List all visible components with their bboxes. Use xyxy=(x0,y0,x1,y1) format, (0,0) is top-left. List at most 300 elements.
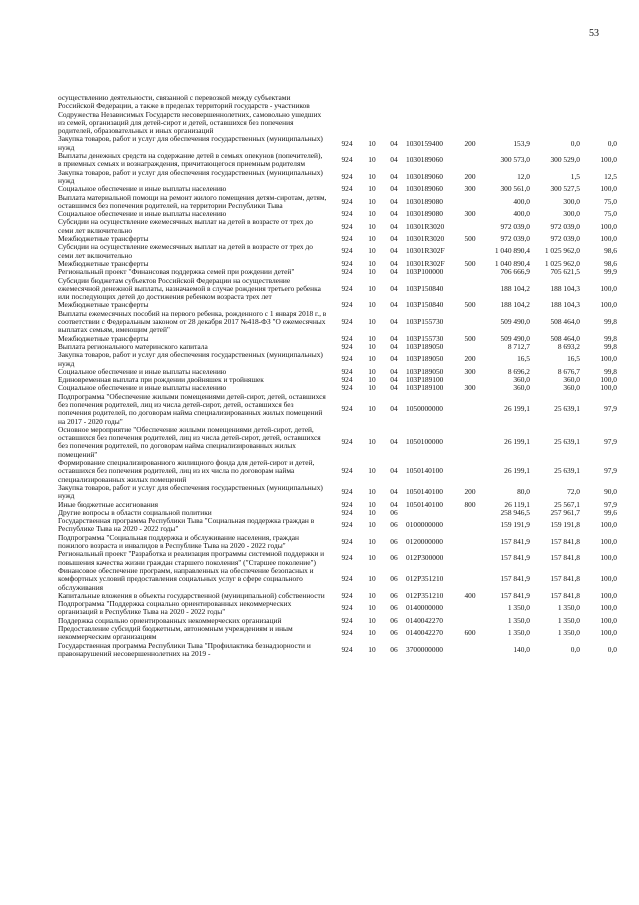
table-row xyxy=(57,550,618,567)
row-section: 10 xyxy=(368,466,376,476)
row-expense-type xyxy=(459,152,481,169)
row-target-article xyxy=(405,509,459,517)
row-subsection: 06 xyxy=(390,536,398,546)
row-target-article: 0140042270 xyxy=(406,628,443,638)
row-name: Закупка товаров, работ и услуг для обеспечения государственных (муниципальных) нужд xyxy=(58,167,323,185)
row-subsection: 04 xyxy=(390,487,398,497)
row-section: 10 xyxy=(368,155,376,165)
row-grbs: 924 xyxy=(341,375,353,385)
row-expense-type xyxy=(459,600,481,617)
row-expense-type xyxy=(459,617,481,625)
row-target-article xyxy=(405,94,459,135)
row-name: Региональный проект "Финансовая поддержка семей при рождении детей" xyxy=(58,267,295,277)
row-planned: 360,0 xyxy=(513,383,530,393)
row-subsection: 04 xyxy=(390,138,398,148)
row-name: осуществлению деятельности, связанной с перевозкой между субъектами Российской Федерации, а также в пределах территорий государств - участников Содружества Независимых Государств несовершеннолетних, самовольно ушедших из семей, организаций для детей-сирот и детей, оставшихся без попечения родителей, образовательных и иных организаций xyxy=(58,93,322,136)
row-executed: 1,5 xyxy=(570,171,580,181)
row-planned: 188 104,2 xyxy=(500,283,530,293)
row-expense-type xyxy=(459,426,481,459)
table-row xyxy=(57,351,618,368)
row-percent: 75,0 xyxy=(604,209,617,219)
row-executed: 1 025 962,0 xyxy=(544,246,580,256)
row-target-article: 103P100000 xyxy=(406,267,444,277)
row-expense-type xyxy=(459,642,481,659)
row-expense-type xyxy=(459,534,481,551)
row-target-article: 103P189050 xyxy=(406,366,444,376)
row-percent: 97,9 xyxy=(604,404,617,414)
row-grbs: 924 xyxy=(341,138,353,148)
row-target-article: 1030189060 xyxy=(406,155,443,165)
table-row xyxy=(57,135,618,152)
row-name: Финансовое обеспечение программ, направленных на обеспечение безопасных и комфортных условий предоставления социальных услуг в сфере социального обслуживания xyxy=(58,565,314,592)
row-planned: 26 199,1 xyxy=(504,404,530,414)
table-row xyxy=(57,534,618,551)
row-section: 10 xyxy=(368,341,376,351)
row-grbs: 924 xyxy=(341,366,353,376)
row-grbs: 924 xyxy=(341,574,353,584)
row-planned: 8 712,7 xyxy=(507,341,530,351)
row-name: Региональный проект "Разработка и реализация программы системной поддержки и повышения качества жизни граждан старшего поколения" ("Старшее поколение") xyxy=(58,549,325,567)
row-executed: 72,0 xyxy=(567,487,580,497)
table-row xyxy=(57,459,618,484)
row-executed: 972 039,0 xyxy=(550,221,580,231)
row-expense-type: 400 xyxy=(464,590,476,600)
row-expense-type: 200 xyxy=(464,354,476,364)
row-percent: 100,0 xyxy=(600,628,617,638)
row-executed: 8 676,7 xyxy=(557,366,580,376)
row-subsection: 04 xyxy=(390,404,398,414)
row-subsection: 04 xyxy=(390,317,398,327)
row-executed: 188 104,3 xyxy=(550,283,580,293)
row-executed: 188 104,3 xyxy=(550,300,580,310)
row-percent: 100,0 xyxy=(600,221,617,231)
row-executed: 8 693,2 xyxy=(557,341,580,351)
row-percent: 0,0 xyxy=(607,644,617,654)
row-planned: 1 040 890,4 xyxy=(494,246,530,256)
row-target-article: 0140042270 xyxy=(406,615,443,625)
table-row xyxy=(57,194,618,211)
row-subsection: 06 xyxy=(390,603,398,613)
row-expense-type: 300 xyxy=(464,383,476,393)
row-planned: 1 350,0 xyxy=(507,628,530,638)
row-executed: 0,0 xyxy=(570,644,580,654)
row-percent: 90,0 xyxy=(604,487,617,497)
row-percent: 100,0 xyxy=(600,300,617,310)
row-section: 10 xyxy=(368,603,376,613)
row-target-article: 1030189080 xyxy=(406,196,443,206)
row-subsection: 06 xyxy=(390,644,398,654)
row-section: 10 xyxy=(368,644,376,654)
row-target-article: 1050100000 xyxy=(406,437,443,447)
row-executed: 508 464,0 xyxy=(550,333,580,343)
row-subsection: 04 xyxy=(390,333,398,343)
row-name: Социальное обеспечение и иные выплаты населению xyxy=(58,383,227,393)
row-name: Единовременная выплата при рождении двойняшек и тройняшек xyxy=(58,375,264,385)
row-grbs: 924 xyxy=(341,644,353,654)
row-grbs: 924 xyxy=(341,184,353,194)
row-percent: 100,0 xyxy=(600,536,617,546)
row-planned: 300 573,0 xyxy=(500,155,530,165)
row-target-article: 1050000000 xyxy=(406,404,443,414)
table-row xyxy=(57,152,618,169)
row-subsection: 06 xyxy=(390,628,398,638)
row-target-article: 1050140100 xyxy=(406,466,443,476)
row-grbs: 924 xyxy=(341,354,353,364)
row-expense-type: 200 xyxy=(464,487,476,497)
row-expense-type xyxy=(459,310,481,335)
row-subsection: 04 xyxy=(390,196,398,206)
table-row xyxy=(57,600,618,617)
row-expense-type: 200 xyxy=(464,138,476,148)
row-name: Субсидии на осуществление ежемесячных выплат на детей в возрасте от трех до семи лет включительно xyxy=(58,242,313,260)
row-section: 10 xyxy=(368,138,376,148)
row-subsection: 04 xyxy=(390,258,398,268)
row-expense-type xyxy=(459,218,481,235)
row-name: Социальное обеспечение и иные выплаты населению xyxy=(58,184,227,194)
row-percent: 100,0 xyxy=(600,234,617,244)
row-target-article: 103P189050 xyxy=(406,354,444,364)
row-percent: 99,8 xyxy=(604,366,617,376)
row-expense-type xyxy=(459,550,481,567)
row-subsection: 06 xyxy=(390,615,398,625)
row-executed: 300,0 xyxy=(563,209,580,219)
row-subsection: 06 xyxy=(390,507,398,517)
row-name: Другие вопросы в области социальной политики xyxy=(58,507,212,517)
row-planned: 400,0 xyxy=(513,209,530,219)
row-name: Межбюджетные трансферты xyxy=(58,234,149,244)
row-subsection: 04 xyxy=(390,300,398,310)
row-executed: 157 841,8 xyxy=(550,590,580,600)
row-section: 10 xyxy=(368,536,376,546)
row-planned: 140,0 xyxy=(513,644,530,654)
row-subsection: 04 xyxy=(390,184,398,194)
table-row xyxy=(57,277,618,302)
row-name: Капитальные вложения в объекты государственной (муниципальной) собственности xyxy=(58,590,325,600)
row-grbs: 924 xyxy=(341,283,353,293)
row-section: 10 xyxy=(368,300,376,310)
row-expense-type xyxy=(459,343,481,351)
row-percent: 99,9 xyxy=(604,267,617,277)
row-target-article: 10301R3020 xyxy=(406,234,445,244)
row-executed: 1 350,0 xyxy=(557,603,580,613)
row-expense-type: 500 xyxy=(464,333,476,343)
row-percent: 100,0 xyxy=(600,574,617,584)
row-expense-type xyxy=(459,94,481,135)
row-expense-type: 600 xyxy=(464,628,476,638)
row-executed: 157 841,8 xyxy=(550,536,580,546)
row-subsection: 04 xyxy=(390,155,398,165)
row-expense-type: 800 xyxy=(464,499,476,509)
row-grbs: 924 xyxy=(341,520,353,530)
row-percent: 98,6 xyxy=(604,246,617,256)
row-name: Подпрограмма "Поддержка социально ориентированных некоммерческих организаций в Республике Тыва на 2020 - 2022 годы" xyxy=(58,599,292,617)
row-name: Субсидии на осуществление ежемесячных выплат на детей в возрасте от трех до семи лет включительно xyxy=(58,217,313,235)
row-grbs: 924 xyxy=(341,333,353,343)
row-executed: 25 567,1 xyxy=(554,499,580,509)
row-name: Закупка товаров, работ и услуг для обеспечения государственных (муниципальных) нужд xyxy=(58,134,323,152)
row-planned: 12,0 xyxy=(517,171,530,181)
table-row xyxy=(57,94,618,135)
table-row xyxy=(57,218,618,235)
row-expense-type xyxy=(459,268,481,276)
row-subsection: 04 xyxy=(390,283,398,293)
row-name: Выплаты денежных средств на содержание детей в семьях опекунов (попечителей), в приемных семьях и вознаграждения, причитающегося приемным родителям xyxy=(58,151,323,169)
row-name: Выплаты ежемесячных пособий на первого ребенка, рожденного с 1 января 2018 г., в соответствии с Федеральным законом от 28 декабря 2017 №418-ФЗ "О ежемесячных выплатах семьям, имеющим детей" xyxy=(58,308,327,335)
row-name: Выплата материальной помощи на ремонт жилого помещения детям-сиротам, детям, оставшимся без попечения родителей, на территории Республики Тыва xyxy=(58,192,327,210)
row-planned: 258 946,5 xyxy=(500,507,530,517)
row-expense-type xyxy=(459,277,481,302)
row-section: 10 xyxy=(368,184,376,194)
row-section: 10 xyxy=(368,553,376,563)
row-name: Подпрограмма "Обеспечение жилыми помещениями детей-сирот, детей, оставшихся без попечения родителей, лиц из числа детей-сирот, детей, оставшихся без попечения родителей, по договорам найма специализированных жилых помещений на 2017 - 2020 годы" xyxy=(58,391,326,426)
row-percent: 100,0 xyxy=(600,155,617,165)
row-executed: 157 841,8 xyxy=(550,574,580,584)
table-row xyxy=(57,426,618,459)
row-name: Закупка товаров, работ и услуг для обеспечения государственных (муниципальных) нужд xyxy=(58,482,323,501)
row-planned: 157 841,9 xyxy=(500,590,530,600)
row-name: Подпрограмма "Социальная поддержка и обслуживание населения, граждан пожилого возраста и инвалидов в Республике Тыва на 2020 - 2022 годы" xyxy=(58,532,300,551)
row-planned: 26 199,1 xyxy=(504,437,530,447)
row-section: 10 xyxy=(368,437,376,447)
row-target-article: 10301R302F xyxy=(406,246,445,256)
row-executed: 25 639,1 xyxy=(554,404,580,414)
table-row xyxy=(57,243,618,260)
row-subsection: 04 xyxy=(390,366,398,376)
row-executed: 300 527,5 xyxy=(550,184,580,194)
row-section: 10 xyxy=(368,375,376,385)
row-subsection: 06 xyxy=(390,574,398,584)
row-section: 10 xyxy=(368,209,376,219)
row-planned: 706 666,9 xyxy=(500,267,530,277)
row-planned: 8 696,2 xyxy=(507,366,530,376)
row-target-article: 103P189100 xyxy=(406,375,444,385)
row-percent: 99,6 xyxy=(604,507,617,517)
row-planned: 360,0 xyxy=(513,375,530,385)
row-grbs: 924 xyxy=(341,258,353,268)
row-expense-type xyxy=(459,459,481,484)
row-executed: 0,0 xyxy=(570,138,580,148)
row-executed: 508 464,0 xyxy=(550,317,580,327)
row-target-article: 103P189100 xyxy=(406,383,444,393)
row-expense-type: 500 xyxy=(464,234,476,244)
budget-table xyxy=(57,94,618,658)
row-section: 10 xyxy=(368,404,376,414)
row-planned: 80,0 xyxy=(517,487,530,497)
row-planned: 509 490,0 xyxy=(500,333,530,343)
table-row xyxy=(57,517,618,534)
row-percent: 99,8 xyxy=(604,341,617,351)
row-target-article: 0120000000 xyxy=(406,536,443,546)
row-section: 10 xyxy=(368,615,376,625)
row-executed: 300,0 xyxy=(563,196,580,206)
row-section: 10 xyxy=(368,221,376,231)
row-section: 10 xyxy=(368,366,376,376)
row-target-article: 0100000000 xyxy=(406,520,443,530)
row-expense-type xyxy=(459,194,481,211)
row-target-article: 103P155730 xyxy=(406,333,444,343)
row-executed: 1 350,0 xyxy=(557,615,580,625)
row-section: 10 xyxy=(368,574,376,584)
row-subsection: 06 xyxy=(390,553,398,563)
row-percent: 100,0 xyxy=(600,375,617,385)
row-subsection: 04 xyxy=(390,354,398,364)
row-subsection: 06 xyxy=(390,520,398,530)
row-executed: 25 639,1 xyxy=(554,437,580,447)
row-expense-type xyxy=(459,509,481,517)
row-planned: 159 191,9 xyxy=(500,520,530,530)
row-expense-type: 200 xyxy=(464,171,476,181)
row-target-article: 103P155730 xyxy=(406,317,444,327)
row-percent: 100,0 xyxy=(600,590,617,600)
row-executed: 705 621,5 xyxy=(550,267,580,277)
table-row xyxy=(57,169,618,186)
row-grbs: 924 xyxy=(341,341,353,351)
row-grbs: 924 xyxy=(341,437,353,447)
row-section: 10 xyxy=(368,499,376,509)
row-executed: 360,0 xyxy=(563,375,580,385)
row-section: 10 xyxy=(368,520,376,530)
row-planned: 26 119,1 xyxy=(504,499,530,509)
row-target-article: 1030189080 xyxy=(406,209,443,219)
row-executed: 257 961,7 xyxy=(550,507,580,517)
page-number: 53 xyxy=(589,28,599,39)
row-grbs xyxy=(333,94,361,135)
row-grbs: 924 xyxy=(341,590,353,600)
row-section: 10 xyxy=(368,354,376,364)
row-subsection: 04 xyxy=(390,234,398,244)
row-expense-type: 300 xyxy=(464,366,476,376)
row-percent: 100,0 xyxy=(600,603,617,613)
row-grbs: 924 xyxy=(341,615,353,625)
row-target-article: 012P351210 xyxy=(406,590,444,600)
row-name: Межбюджетные трансферты xyxy=(58,258,149,268)
table-row xyxy=(57,310,618,335)
row-percent: 97,9 xyxy=(604,499,617,509)
table-row xyxy=(57,393,618,426)
table-body xyxy=(57,94,618,658)
row-planned: 153,9 xyxy=(513,138,530,148)
row-expense-type: 500 xyxy=(464,300,476,310)
row-grbs: 924 xyxy=(341,404,353,414)
row-expense-type: 300 xyxy=(464,184,476,194)
row-grbs: 924 xyxy=(341,553,353,563)
row-grbs: 924 xyxy=(341,466,353,476)
row-name: Закупка товаров, работ и услуг для обеспечения государственных (муниципальных) нужд xyxy=(58,350,323,368)
row-grbs: 924 xyxy=(341,300,353,310)
row-grbs: 924 xyxy=(341,221,353,231)
row-percent: 75,0 xyxy=(604,196,617,206)
row-grbs: 924 xyxy=(341,499,353,509)
row-name: Государственная программа Республики Тыва "Социальная поддержка граждан в Республике Тыва на 2020 - 2022 годы" xyxy=(58,516,315,534)
row-section: 10 xyxy=(368,317,376,327)
row-target-article: 103P150840 xyxy=(406,283,444,293)
row-target-article: 10301R302F xyxy=(406,258,445,268)
row-percent: 100,0 xyxy=(600,553,617,563)
row-executed: 25 639,1 xyxy=(554,466,580,476)
row-target-article: 103P189050 xyxy=(406,341,444,351)
row-grbs: 924 xyxy=(341,487,353,497)
row-name: Социальное обеспечение и иные выплаты населению xyxy=(58,366,227,376)
row-target-article: 1030159400 xyxy=(406,138,443,148)
row-percent: 98,6 xyxy=(604,258,617,268)
row-section: 10 xyxy=(368,258,376,268)
row-section: 10 xyxy=(368,507,376,517)
row-percent: 12,5 xyxy=(604,171,617,181)
row-subsection: 04 xyxy=(390,341,398,351)
row-expense-type: 300 xyxy=(464,209,476,219)
row-target-article: 1050140100 xyxy=(406,487,443,497)
row-grbs: 924 xyxy=(341,603,353,613)
row-planned: 1 040 890,4 xyxy=(494,258,530,268)
row-subsection: 04 xyxy=(390,499,398,509)
row-expense-type xyxy=(459,243,481,260)
row-grbs: 924 xyxy=(341,246,353,256)
row-planned: 157 841,9 xyxy=(500,553,530,563)
row-planned: 16,5 xyxy=(517,354,530,364)
row-section: 10 xyxy=(368,333,376,343)
row-grbs: 924 xyxy=(341,536,353,546)
row-grbs: 924 xyxy=(341,171,353,181)
row-section: 10 xyxy=(368,171,376,181)
row-planned xyxy=(481,94,531,135)
row-section: 10 xyxy=(368,196,376,206)
row-percent: 100,0 xyxy=(600,283,617,293)
row-percent: 99,8 xyxy=(604,333,617,343)
row-section: 10 xyxy=(368,283,376,293)
row-percent: 0,0 xyxy=(607,138,617,148)
row-target-article: 3700000000 xyxy=(406,644,443,654)
row-grbs: 924 xyxy=(341,196,353,206)
row-planned: 972 039,0 xyxy=(500,221,530,231)
row-percent xyxy=(581,94,618,135)
row-executed: 300 529,0 xyxy=(550,155,580,165)
row-planned: 1 350,0 xyxy=(507,615,530,625)
row-name: Субсидии бюджетам субъектов Российской Федерации на осуществление ежемесячной денежной выплаты, назначаемой в случае рождения третьего ребенка или последующих детей до достижения ребенком возраста трех лет xyxy=(58,275,321,302)
row-executed: 159 191,8 xyxy=(550,520,580,530)
row-name: Межбюджетные трансферты xyxy=(58,300,149,310)
row-planned: 509 490,0 xyxy=(500,317,530,327)
row-executed: 157 841,8 xyxy=(550,553,580,563)
row-executed: 972 039,0 xyxy=(550,234,580,244)
row-grbs: 924 xyxy=(341,628,353,638)
row-subsection: 04 xyxy=(390,221,398,231)
row-grbs: 924 xyxy=(341,155,353,165)
row-subsection: 04 xyxy=(390,171,398,181)
row-target-article: 012P351210 xyxy=(406,574,444,584)
table-row xyxy=(57,642,618,659)
row-name: Предоставление субсидий бюджетным, автономным учреждениям и иным некоммерческим организациям xyxy=(58,624,293,642)
row-target-article: 1030189060 xyxy=(406,184,443,194)
row-planned: 157 841,9 xyxy=(500,574,530,584)
row-planned: 400,0 xyxy=(513,196,530,206)
row-subsection: 06 xyxy=(390,590,398,600)
row-percent: 100,0 xyxy=(600,354,617,364)
row-executed: 16,5 xyxy=(567,354,580,364)
row-executed xyxy=(531,94,581,135)
row-name: Иные бюджетные ассигнования xyxy=(58,499,159,509)
row-executed: 360,0 xyxy=(563,383,580,393)
row-section: 10 xyxy=(368,628,376,638)
row-name: Межбюджетные трансферты xyxy=(58,333,149,343)
table-row xyxy=(57,567,618,592)
row-executed: 1 025 962,0 xyxy=(544,258,580,268)
row-subsection: 04 xyxy=(390,267,398,277)
row-name: Выплата регионального материнского капитала xyxy=(58,341,208,351)
row-planned: 1 350,0 xyxy=(507,603,530,613)
row-section: 10 xyxy=(368,383,376,393)
row-percent: 100,0 xyxy=(600,184,617,194)
table-row xyxy=(57,484,618,501)
